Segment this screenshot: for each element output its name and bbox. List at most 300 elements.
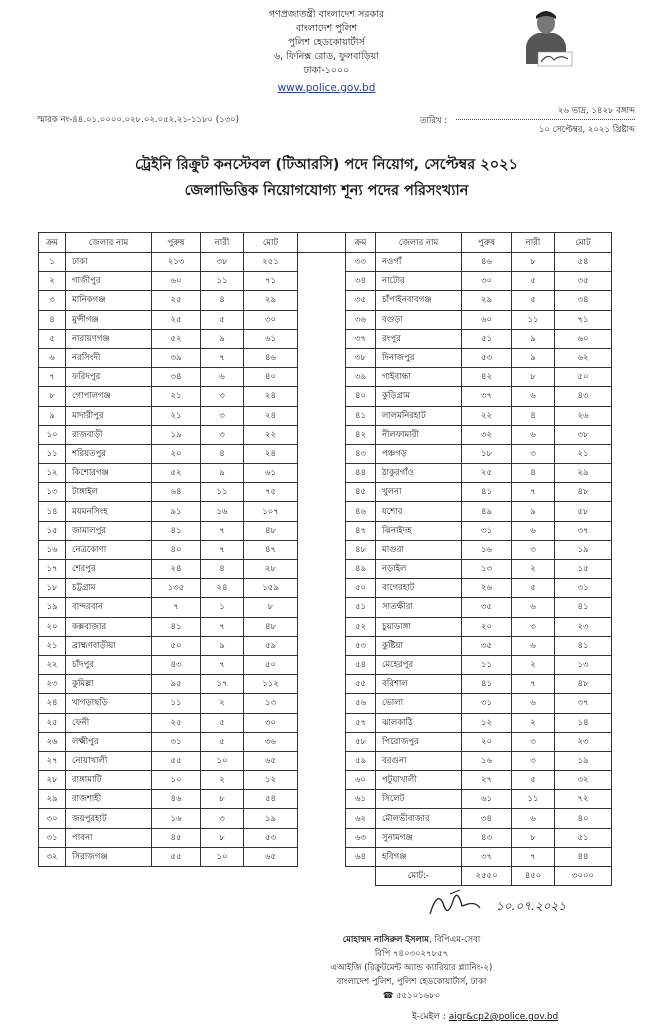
document-title [0,152,653,204]
cell-district: খাগড়াছড়ি [66,694,152,713]
cell-total: ১৩ [244,694,298,713]
cell-serial: ২৬ [39,732,66,751]
cell-male: ৬০ [152,272,201,291]
cell-male: ২১৩ [152,253,201,272]
cell-male: ৫১ [462,329,512,348]
column-gap [298,540,346,559]
cell-total: ৭৫ [244,483,298,502]
cell-serial: ৫১ [346,598,376,617]
cell-serial: ৫৮ [346,732,376,751]
cell-male: ২১ [152,406,201,425]
table-row [39,291,612,310]
cell-female: ৯ [512,348,555,367]
cell-male: ৯৫ [152,675,201,694]
cell-total: ৪৮ [244,521,298,540]
cell-female: ১ [201,598,244,617]
cell-female: ২ [512,560,555,579]
cell-district: বগুড়া [376,310,462,329]
cell-male: ১৯ [152,425,201,444]
cell-district: পাবনা [66,828,152,847]
column-gap [298,483,346,502]
cell-district: রাজবাড়ী [66,425,152,444]
column-gap [298,713,346,732]
cell-female: ৭ [201,617,244,636]
cell-total: ৪৮ [244,617,298,636]
cell-male: ২১ [152,387,201,406]
cell-total: ৬০ [555,329,612,348]
cell-serial: ১০ [39,425,66,444]
cell-male: ৪২ [462,368,512,387]
cell-total: ৬২ [555,348,612,367]
cell-district: হবিগঞ্জ [376,847,462,866]
cell-female: ৩৮ [201,253,244,272]
cell-serial: ৬২ [346,809,376,828]
title-line-2: জেলাভিত্তিক নিয়োগযোগ্য শূন্য পদের পরিসংখ্যান [184,183,469,199]
cell-female: ৪ [201,444,244,463]
cell-serial: ২২ [39,655,66,674]
column-gap [298,828,346,847]
column-gap [298,444,346,463]
cell-serial: ২০ [39,617,66,636]
cell-district: বাগেরহাট [376,579,462,598]
table-row [39,329,612,348]
total-female: ৪৫০ [512,867,555,886]
cell-male: ৭ [152,598,201,617]
cell-serial: ২৫ [39,713,66,732]
cell-female: ৮ [512,368,555,387]
header-line: ঢাকা-১০০০ [303,65,350,76]
cell-female: ২ [512,713,555,732]
cell-total: ৪৭ [244,540,298,559]
cell-female: ৫ [512,291,555,310]
signatory-designation: এআইজি (রিক্রুটমেন্ট অ্যান্ড ক্যারিয়ার প্ল্যানিং-২) [330,963,493,973]
cell-female: ১১ [201,483,244,502]
title-line-1: ট্রেইনি রিক্রুট কনস্টেবল (টিআরসি) পদে নিয়োগ, সেপ্টেম্বর ২০২১ [135,157,518,173]
cell-district: রংপুর [376,329,462,348]
cell-total: ৫৪ [555,253,612,272]
cell-female: ৪ [512,464,555,483]
cell-total: ৩৮ [555,425,612,444]
cell-total: ৩০ [244,310,298,329]
cell-district: জামালপুর [66,521,152,540]
cell-total: ১৪ [555,713,612,732]
cell-serial: ২৪ [39,694,66,713]
cell-district: ঝালকাঠি [376,713,462,732]
table-row [39,253,612,272]
cell-serial: ১৯ [39,598,66,617]
cell-district: ফরিদপুর [66,368,152,387]
cell-district: গোপালগঞ্জ [66,387,152,406]
cell-total: ৬১ [244,464,298,483]
table-row [39,617,612,636]
cell-male: ৩২ [462,425,512,444]
cell-district: মাগুরা [376,540,462,559]
cell-district: নারায়ণগঞ্জ [66,329,152,348]
cell-male: ৪৬ [152,790,201,809]
cell-district: কক্সবাজার [66,617,152,636]
table-row [39,790,612,809]
cell-district: শেরপুর [66,560,152,579]
cell-total: ২৪ [244,444,298,463]
cell-female: ৫ [512,579,555,598]
total-row [39,867,612,886]
cell-male: ৪০ [152,540,201,559]
cell-district: চাঁদপুর [66,655,152,674]
cell-female: ৪ [201,291,244,310]
signatory-office: বাংলাদেশ পুলিশ, পুলিশ হেডকোয়ার্টার্স, ঢাকা [336,977,487,987]
cell-district: মাদারীপুর [66,406,152,425]
cell-female: ৭ [201,521,244,540]
cell-male: ৩৪ [152,368,201,387]
cell-male: ৩০ [462,272,512,291]
cell-male: ৩৭ [462,387,512,406]
cell-male: ২৪ [152,560,201,579]
cell-female: ১৭ [201,675,244,694]
cell-male: ১০ [152,771,201,790]
col-header-male: পুরুষ [462,233,512,253]
vacancy-table [38,232,612,886]
cell-total: ৪০ [555,809,612,828]
cell-serial: ২৭ [39,751,66,770]
cell-total: ৫১ [555,828,612,847]
table-row [39,828,612,847]
column-gap [298,329,346,348]
cell-male: ৪৩ [152,655,201,674]
cell-male: ৪১ [462,675,512,694]
table-row [39,732,612,751]
signatory-suffix: , বিপিএম-সেবা [428,935,481,945]
cell-serial: ৮ [39,387,66,406]
cell-district: নাটোর [376,272,462,291]
column-gap [298,732,346,751]
cell-male: ১৬ [152,809,201,828]
cell-serial: ৩১ [39,828,66,847]
cell-serial: ৯ [39,406,66,425]
cell-serial: ৪৯ [346,560,376,579]
cell-male: ১৩ [462,560,512,579]
cell-serial: ৫ [39,329,66,348]
column-gap [298,579,346,598]
column-gap [298,675,346,694]
column-gap [298,233,346,253]
cell-total: ৩৬ [244,732,298,751]
cell-female: ২ [512,655,555,674]
cell-district: লক্ষ্মীপুর [66,732,152,751]
cell-district: নীলফামারী [376,425,462,444]
cell-female: ৩ [201,809,244,828]
column-gap [298,406,346,425]
cell-female: ৬ [201,368,244,387]
cell-total: ১২ [244,771,298,790]
cell-female: ৮ [201,828,244,847]
cell-serial: ২১ [39,636,66,655]
column-gap [298,425,346,444]
cell-serial: ৫২ [346,617,376,636]
cell-male: ২২ [462,406,512,425]
cell-district: নওগাঁ [376,253,462,272]
signature-block [0,933,653,1003]
cell-district: চুয়াডাঙ্গা [376,617,462,636]
email-label: ই-মেইল : [412,1012,446,1022]
cell-serial: ৪১ [346,406,376,425]
cell-serial: ৩ [39,291,66,310]
cell-district: ময়মনসিংহ [66,502,152,521]
table-header-row [39,233,612,253]
cell-serial: ১১ [39,444,66,463]
cell-male: ৫৫ [152,751,201,770]
cell-total: ৫৮ [555,502,612,521]
cell-district: কুড়িগ্রাম [376,387,462,406]
cell-district: ঠাকুরগাঁও [376,464,462,483]
column-gap [298,464,346,483]
cell-male: ৪৬ [462,253,512,272]
cell-serial: ৪৩ [346,444,376,463]
cell-serial: ৫৭ [346,713,376,732]
cell-total: ১৩ [555,655,612,674]
cell-total: ৪৪ [555,847,612,866]
cell-district: ফেনী [66,713,152,732]
cell-total: ৬৫ [244,847,298,866]
table-row [39,310,612,329]
cell-serial: ২৯ [39,790,66,809]
table-row [39,598,612,617]
cell-total: ৮ [244,598,298,617]
cell-district: ঢাকা [66,253,152,272]
cell-total: ১০৭ [244,502,298,521]
cell-female: ৯ [201,464,244,483]
table-row [39,713,612,732]
cell-district: ঝিনাইদহ [376,521,462,540]
cell-female: ৫ [201,310,244,329]
cell-serial: ২৩ [39,675,66,694]
cell-total: ২৪ [244,406,298,425]
cell-serial: ৪৬ [346,502,376,521]
cell-male: ৫২ [152,464,201,483]
cell-district: যশোর [376,502,462,521]
cell-male: ১১ [152,694,201,713]
table-row [39,771,612,790]
cell-district: ব্রাহ্মণবাড়ীয়া [66,636,152,655]
cell-serial: ৪০ [346,387,376,406]
cell-serial: ৩৯ [346,368,376,387]
cell-serial: ৪৭ [346,521,376,540]
signatory-line [170,933,653,947]
cell-female: ২ [201,771,244,790]
cell-total: ৬৫ [244,751,298,770]
cell-male: ৪৫ [152,828,201,847]
cell-female: ৫ [201,713,244,732]
cell-total: ৪০ [244,368,298,387]
cell-female: ৯ [512,329,555,348]
cell-female: ২ [201,694,244,713]
cell-female: ৭ [201,540,244,559]
website-link[interactable]: www.police.gov.bd [277,82,376,94]
cell-total: ১৯ [244,809,298,828]
cell-male: ১২ [462,713,512,732]
column-gap [298,387,346,406]
col-header-male: পুরুষ [152,233,201,253]
phone-icon: ☎ [382,991,394,1001]
column-gap [298,751,346,770]
cell-female: ৯ [201,329,244,348]
cell-district: নড়াইল [376,560,462,579]
col-header-district: জেলার নাম [66,233,152,253]
cell-male: ৪৯ [462,502,512,521]
table-row [39,579,612,598]
cell-district: মেহেরপুর [376,655,462,674]
cell-total: ৫৩ [244,828,298,847]
cell-male: ২৫ [152,291,201,310]
cell-total: ২৩ [555,732,612,751]
cell-serial: ২ [39,272,66,291]
date-bangla: ২৬ ভাদ্র, ১৪২৮ বঙ্গাব্দ [557,106,635,116]
column-gap [298,502,346,521]
cell-total: ২৯ [555,464,612,483]
cell-female: ৭ [512,675,555,694]
cell-district: চাঁপাইনবাবগঞ্জ [376,291,462,310]
cell-male: ২০ [462,732,512,751]
cell-serial: ৫৬ [346,694,376,713]
cell-male: ৪১ [462,483,512,502]
cell-serial: ৫৯ [346,751,376,770]
cell-female: ৩ [512,751,555,770]
table-row [39,540,612,559]
cell-total: ২৮ [244,560,298,579]
cell-total: ১৫ [555,560,612,579]
column-gap [298,348,346,367]
cell-total: ২৫১ [244,253,298,272]
cell-district: গাইবান্ধা [376,368,462,387]
portrait-emblem-icon [516,6,576,70]
cell-female: ৬ [512,809,555,828]
table-row [39,655,612,674]
col-header-total: মোট [555,233,612,253]
cell-male: ৪১ [152,617,201,636]
cell-male: ২৫ [152,310,201,329]
cell-district: ভোলা [376,694,462,713]
cell-male: ৫০ [152,636,201,655]
cell-male: ২৯ [462,291,512,310]
column-gap [298,598,346,617]
cell-serial: ১৭ [39,560,66,579]
cell-total: ২৯ [244,291,298,310]
cell-female: ১১ [512,790,555,809]
date-english: ১০ সেপ্টেম্বর, ২০২১ খ্রিষ্টাব্দ [538,125,635,135]
cell-district: রাজশাহী [66,790,152,809]
cell-total: ২৪ [244,387,298,406]
cell-serial: ৩৮ [346,348,376,367]
table-row [39,751,612,770]
cell-male: ৩৫ [462,636,512,655]
cell-male: ৩৭ [462,847,512,866]
col-header-serial: ক্রম [346,233,376,253]
cell-district: শরিয়তপুর [66,444,152,463]
col-header-female: নারী [512,233,555,253]
cell-male: ৬০ [462,310,512,329]
cell-serial: ৬ [39,348,66,367]
cell-district: সুনামগঞ্জ [376,828,462,847]
cell-male: ২০ [152,444,201,463]
cell-serial: ৩৪ [346,272,376,291]
cell-male: ৬১ [462,790,512,809]
cell-serial: ১৪ [39,502,66,521]
cell-district: নেত্রকোণা [66,540,152,559]
cell-serial: ৭ [39,368,66,387]
cell-district: চট্টগ্রাম [66,579,152,598]
cell-serial: ৫৩ [346,636,376,655]
cell-serial: ৪৮ [346,540,376,559]
cell-female: ৬ [512,425,555,444]
table-row [39,847,612,866]
column-gap [298,771,346,790]
phone-line [170,989,653,1003]
email-link[interactable]: aigr&cp2@police.gov.bd [448,1012,559,1022]
header-line: পুলিশ হেডকোয়ার্টার্স [288,37,365,48]
cell-district: দিনাজপুর [376,348,462,367]
cell-serial: ৫৫ [346,675,376,694]
cell-female: ৭ [512,847,555,866]
cell-male: ১৩৫ [152,579,201,598]
header-line: গণপ্রজাতন্ত্রী বাংলাদেশ সরকার [268,9,385,20]
cell-total: ৪৬ [244,348,298,367]
cell-serial: ৩৭ [346,329,376,348]
cell-total: ৭১ [555,310,612,329]
cell-serial: ২৮ [39,771,66,790]
cell-serial: ৪ [39,310,66,329]
table-row [39,636,612,655]
column-gap [298,560,346,579]
cell-male: ৩৫ [462,598,512,617]
cell-total: ১৯ [555,540,612,559]
table-row [39,560,612,579]
cell-male: ৪৩ [462,828,512,847]
cell-male: ৩১ [462,694,512,713]
table-row [39,694,612,713]
cell-district: সিলেট [376,790,462,809]
cell-serial: ৫০ [346,579,376,598]
cell-total: ৩০ [244,713,298,732]
cell-serial: ১২ [39,464,66,483]
cell-female: ১৬ [201,502,244,521]
table-row [39,387,612,406]
cell-female: ১১ [201,272,244,291]
cell-total: ১১২ [244,675,298,694]
cell-district: বান্দরবান [66,598,152,617]
column-gap [298,368,346,387]
signatory-bp: বিপি ৭৪০৩০২৭৮৫৭ [374,949,449,959]
cell-female: ৩ [512,617,555,636]
table-row [39,444,612,463]
table-row [39,502,612,521]
col-header-female: নারী [201,233,244,253]
cell-serial: ৩২ [39,847,66,866]
cell-district: জয়পুরহাট [66,809,152,828]
cell-total: ৩১ [555,579,612,598]
cell-female: ৪ [201,560,244,579]
memo-number: স্মারক নং-৪৪.০১.০০০০.০২৮.০২.০৫২.২১-১১৮০ (১৩০) [37,115,239,125]
cell-total: ৪১ [555,636,612,655]
cell-female: ৫ [512,272,555,291]
cell-serial: ৩৬ [346,310,376,329]
total-spacer [39,867,376,886]
cell-total: ৫৪ [244,790,298,809]
cell-district: গাজীপুর [66,272,152,291]
cell-female: ৬ [512,694,555,713]
cell-female: ৮ [201,790,244,809]
total-male: ২৫৫০ [462,867,512,886]
cell-total: ৭১ [244,272,298,291]
cell-serial: ১ [39,253,66,272]
